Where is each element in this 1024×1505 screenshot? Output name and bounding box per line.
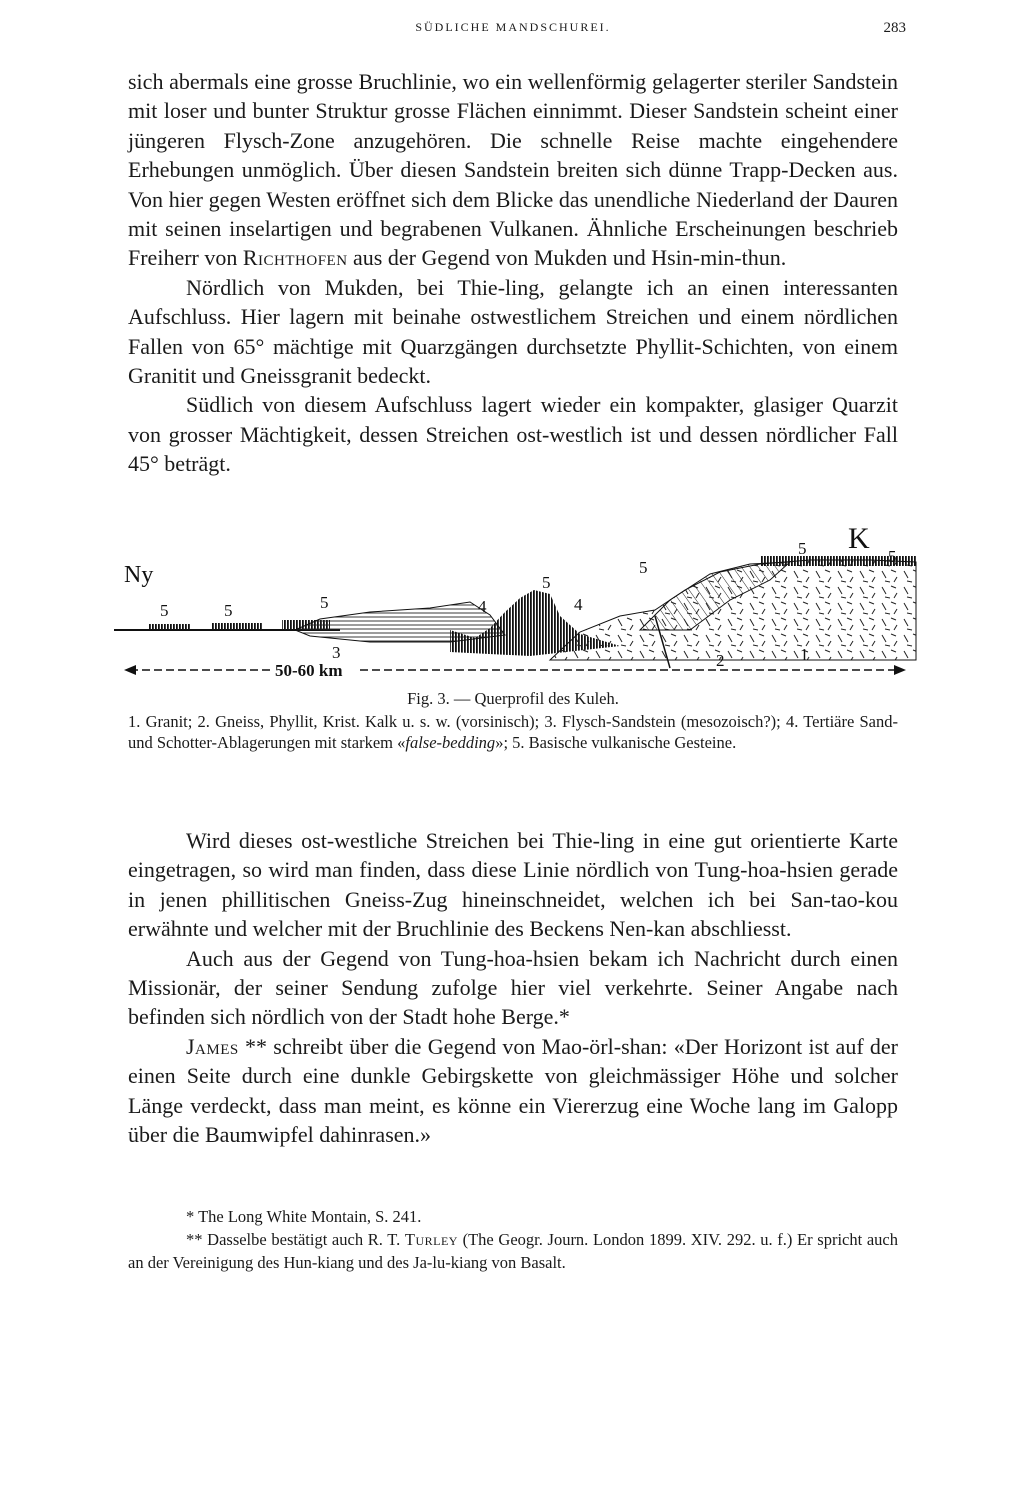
paragraph-quarzit: Südlich von diesem Aufschluss lagert wieder ein kompakter, glasiger Quarzit von grosser Mächtigkeit, dessen Streichen ost-westlich ist und dessen nördlicher Fall 45° beträgt.	[128, 392, 898, 477]
figure-caption	[128, 688, 898, 753]
paragraph-thie-ling: Nördlich von Mukden, bei Thie-ling, gelangte ich an einen interessanten Aufschluss. Hier lagern mit beinahe ostwestlichem Streichen und einem nördlichen Fallen von 65° mächtige mit Quarzgängen durchsetzte Phyllit-Schichten, von einem Granitit und Gneissgranit bedeckt.	[128, 274, 898, 389]
scale-arrow-head-right	[894, 665, 906, 675]
unit-number-4a: 4	[478, 597, 487, 616]
paragraph-continued: sich abermals eine grosse Bruchlinie, wo ein wellenförmig gelagerter steriler Sandstein mit loser und bunter Struktur grosse Flächen einnimmt. Dieser Sandstein scheint einer jüngeren Flysch-Zone anzugehören. Die schnelle Reise machte eingehendere Erhebungen unmöglich. Über diesen Sandstein breiten sich dünne Trapp-Decken aus. Von hier gegen Westen eröffnet sich dem Blicke das unendliche Niederland der Dauren mit seinen inselartigen und begrabenen Vulkanen. Ähnliche Erscheinungen beschrieb Freiherr von Richthofen aus der Gegend von Mukden und Hsin-min-thun.	[128, 69, 898, 271]
unit-number-3: 3	[332, 643, 341, 662]
unit-number-2: 2	[716, 651, 725, 670]
scale-distance-label: 50-60 km	[275, 661, 343, 680]
unit-number-1: 1	[800, 645, 809, 664]
footnote-2: ** Dasselbe bestätigt auch R. T. Turley (The Geogr. Journ. London 1899. XIV. 292. u. f.) Er spricht auch an der Vereinigung des Hun-kiang und des Ja-lu-kiang von Basalt.	[128, 1230, 898, 1272]
page-number: 283	[883, 20, 906, 36]
unit-number-5g: 5	[888, 547, 897, 566]
figure-legend: 1. Granit; 2. Gneiss, Phyllit, Krist. Kalk u. s. w. (vorsinisch); 3. Flysch-Sandstein (mesozoisch?); 4. Tertiäre Sand- und Schotter-Ablagerungen mit starkem «false-bedding»; 5. Basische vulkanische Gesteine.	[128, 712, 898, 752]
basalt-cover-2	[212, 623, 262, 630]
figure-title: Fig. 3. — Querprofil des Kuleh.	[407, 689, 619, 708]
figure-label-ny: Ny	[124, 562, 154, 588]
author-name-richthofen: Richthofen	[242, 245, 348, 271]
unit-number-5f: 5	[798, 539, 807, 558]
figure-label-k: K	[848, 522, 870, 555]
cross-section-figure	[110, 520, 920, 690]
cross-section-drawing	[110, 520, 920, 690]
unit-number-5e: 5	[639, 558, 648, 577]
unit-number-5d: 5	[542, 573, 551, 592]
paragraph-streichen: Wird dieses ost-westliche Streichen bei Thie-ling in eine gut orientierte Karte eingetragen, so wird man finden, dass diese Linie nördlich von Tung-hoa-hsien gerade in jenen phillitischen Gneiss-Zug hineinschneidet, welchen ich bei San-tao-kou erwähnte und welcher mit der Bruchlinie des Beckens Nen-kan abschliesst.	[128, 828, 898, 942]
unit-number-4b: 4	[574, 595, 583, 614]
paragraph-missionaer: Auch aus der Gegend von Tung-hoa-hsien bekam ich Nachricht durch einen Missionär, der seiner Sendung zufolge hier viel verkehrte. Seiner Angabe nach befinden sich nördlich von der Stadt hohe Berge.*	[128, 945, 898, 1030]
unit-number-5c: 5	[320, 593, 329, 612]
scale-arrow-head-left	[124, 665, 136, 675]
unit-number-5a: 5	[160, 601, 169, 620]
author-name-turley: Turley	[404, 1230, 458, 1249]
author-name-james: James	[186, 1033, 239, 1059]
text-block-bottom	[128, 826, 898, 1149]
text-block-top	[128, 67, 898, 479]
basalt-cover-1	[148, 624, 190, 630]
paragraph-james-quote: James ** schreibt über die Gegend von Mao-örl-shan: «Der Horizont ist auf der einen Seite durch eine dunkle Gebirgskette von gleichmässiger Höhe und solcher Länge verdeckt, dass man meint, es könne ein Viererzug eine Woche lang im Galopp über die Baumwipfel dahinrasen.»	[128, 1033, 898, 1148]
running-head: SÜDLICHE MANDSCHUREI.	[415, 20, 611, 34]
footnote-1: * The Long White Montain, S. 241.	[186, 1207, 422, 1226]
unit-number-5b: 5	[224, 601, 233, 620]
footnotes	[128, 1205, 898, 1274]
